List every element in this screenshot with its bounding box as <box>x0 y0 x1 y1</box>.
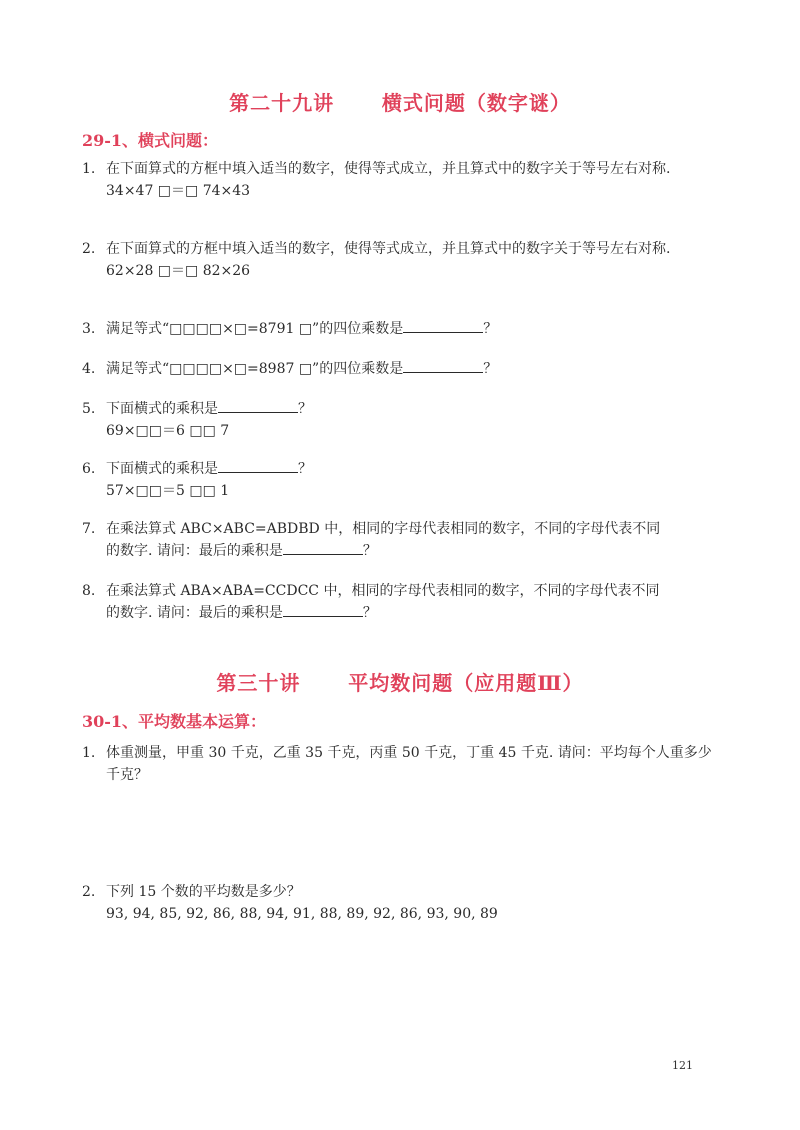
question-text: 在下面算式的方框中填入适当的数字，使得等式成立，并且算式中的数字关于等号左右对称. <box>106 161 671 177</box>
question-29-8 <box>82 580 712 624</box>
question-number: 8. <box>82 583 96 599</box>
lecture-30-title: 第三十讲 平均数问题（应用题Ⅲ） <box>216 671 584 695</box>
section-29-1-heading: 29-1、横式问题： <box>82 131 219 150</box>
question-29-7 <box>82 518 712 562</box>
question-30-2 <box>82 881 712 925</box>
question-text: 在下面算式的方框中填入适当的数字，使得等式成立，并且算式中的数字关于等号左右对称. <box>106 241 671 257</box>
question-expression: 62×28 □＝□ 82×26 <box>106 263 251 279</box>
question-text: 下面横式的乘积是 <box>106 401 218 417</box>
question-expression: 69×□□＝6 □□ 7 <box>106 423 230 439</box>
question-mark: ？ <box>362 605 377 621</box>
question-number: 2. <box>82 884 96 900</box>
question-mark: ？ <box>298 461 312 477</box>
question-29-2 <box>82 238 712 282</box>
question-text: 下面横式的乘积是 <box>106 461 218 477</box>
question-number: 1. <box>82 745 96 761</box>
question-29-6 <box>82 458 712 502</box>
question-number: 4. <box>82 361 96 377</box>
question-29-3 <box>82 318 712 340</box>
question-number: 2. <box>82 241 96 257</box>
question-text: 的数字. 请问：最后的乘积是 <box>106 543 283 559</box>
answer-blank[interactable] <box>283 602 363 617</box>
question-30-1 <box>82 742 712 786</box>
answer-blank[interactable] <box>403 318 483 333</box>
page-number: 121 <box>672 1059 693 1072</box>
question-mark: ？ <box>483 321 498 337</box>
question-number: 3. <box>82 321 96 337</box>
question-text: 满足等式“□□□□×□=8791 □”的四位乘数是 <box>106 321 404 337</box>
question-number: 7. <box>82 521 96 537</box>
number-list: 93, 94, 85, 92, 86, 88, 94, 91, 88, 89, 92, 86, 93, 90, 89 <box>106 906 498 922</box>
question-mark: ？ <box>483 361 498 377</box>
question-number: 5. <box>82 401 96 417</box>
lecture-29-title: 第二十九讲 横式问题（数字谜） <box>229 91 571 115</box>
answer-blank[interactable] <box>218 398 298 413</box>
answer-blank[interactable] <box>403 358 483 373</box>
question-text: 的数字. 请问：最后的乘积是 <box>106 605 283 621</box>
question-text: 体重测量，甲重 30 千克，乙重 35 千克，丙重 50 千克，丁重 45 千克. 请问：平均每个人重多少千克？ <box>106 745 712 783</box>
question-29-1 <box>82 158 712 202</box>
question-mark: ？ <box>362 543 377 559</box>
section-30-1-heading: 30-1、平均数基本运算： <box>82 712 267 731</box>
question-expression: 34×47 □＝□ 74×43 <box>106 183 251 199</box>
question-mark: ？ <box>298 401 312 417</box>
answer-blank[interactable] <box>283 540 363 555</box>
question-number: 1. <box>82 161 96 177</box>
question-29-4 <box>82 358 712 380</box>
question-number: 6. <box>82 461 96 477</box>
question-text: 在乘法算式 ABC×ABC=ABDBD 中，相同的字母代表相同的数字，不同的字母代表不同 <box>106 521 661 537</box>
answer-blank[interactable] <box>218 458 298 473</box>
question-text: 在乘法算式 ABA×ABA=CCDCC 中，相同的字母代表相同的数字，不同的字母代表不同 <box>106 583 660 599</box>
question-29-5 <box>82 398 712 442</box>
question-text: 满足等式“□□□□×□=8987 □”的四位乘数是 <box>106 361 404 377</box>
question-text: 下列 15 个数的平均数是多少？ <box>106 884 301 900</box>
question-expression: 57×□□＝5 □□ 1 <box>106 483 230 499</box>
